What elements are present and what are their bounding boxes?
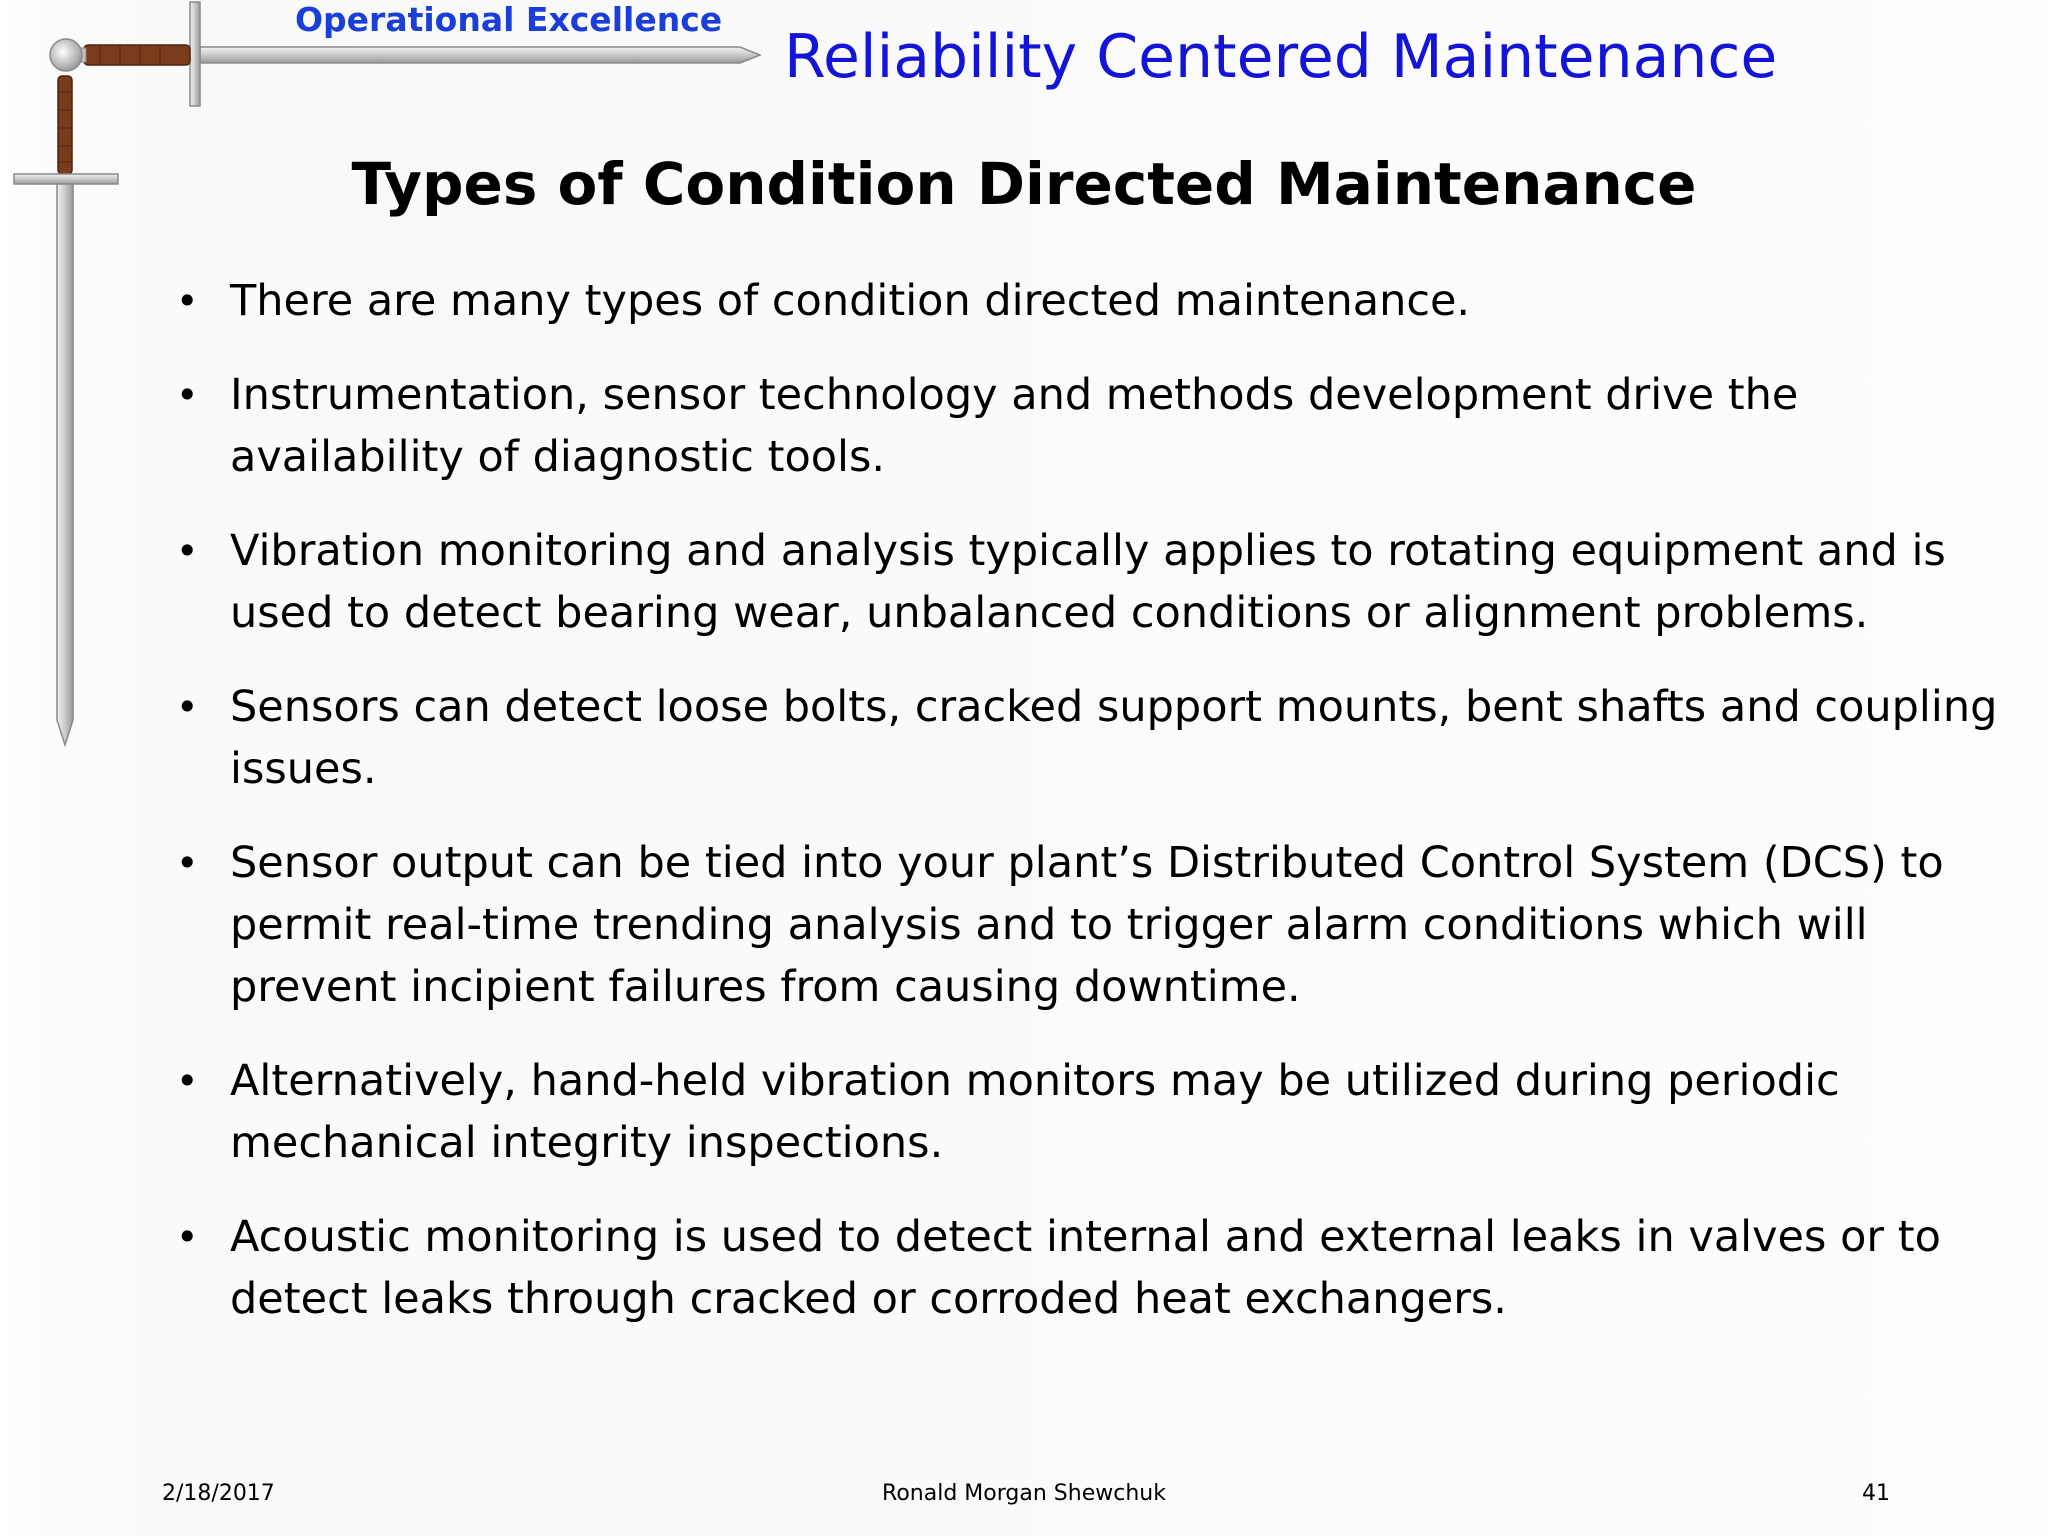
list-item	[172, 364, 2002, 488]
page-title-text: Types of Condition Directed Maintenance	[351, 150, 1697, 218]
brand-label: Operational Excellence	[295, 0, 723, 39]
bullet-icon: •	[176, 1059, 199, 1103]
list-item	[172, 1206, 2002, 1330]
bullet-text: Sensor output can be tied into your plant’s Distributed Control System (DCS) to permit real-time trending analysis and to trigger alarm conditions which will prevent incipient failures from causing downtime.	[230, 838, 1944, 1012]
list-item	[172, 270, 2002, 332]
bullet-icon: •	[176, 373, 199, 417]
bullet-text: Alternatively, hand-held vibration monitors may be utilized during periodic mechanical integrity inspections.	[230, 1056, 1840, 1168]
list-item	[172, 676, 2002, 800]
list-item	[172, 832, 2002, 1018]
bullet-icon: •	[176, 279, 199, 323]
footer-page-number: 41	[1862, 1481, 1890, 1506]
list-item	[172, 520, 2002, 644]
header-title: Reliability Centered Maintenance	[784, 22, 1778, 92]
bullet-icon: •	[176, 685, 199, 729]
list-item	[172, 1050, 2002, 1174]
footer-date: 2/18/2017	[162, 1481, 275, 1506]
bullet-text: Instrumentation, sensor technology and methods development drive the availability of diagnostic tools.	[230, 370, 1799, 482]
bullet-icon: •	[176, 841, 199, 885]
bullet-text: Sensors can detect loose bolts, cracked support mounts, bent shafts and coupling issues.	[230, 682, 1998, 794]
footer-author: Ronald Morgan Shewchuk	[882, 1481, 1166, 1506]
bullet-text: Acoustic monitoring is used to detect internal and external leaks in valves or to detect leaks through cracked or corroded heat exchangers.	[230, 1212, 1941, 1324]
bullet-icon: •	[176, 1215, 199, 1259]
bullet-text: There are many types of condition directed maintenance.	[230, 276, 1471, 326]
page-title	[0, 150, 2048, 218]
bullet-icon: •	[176, 529, 199, 573]
bullet-list	[172, 270, 2002, 1362]
bullet-text: Vibration monitoring and analysis typically applies to rotating equipment and is used to detect bearing wear, unbalanced conditions or alignment problems.	[230, 526, 1946, 638]
